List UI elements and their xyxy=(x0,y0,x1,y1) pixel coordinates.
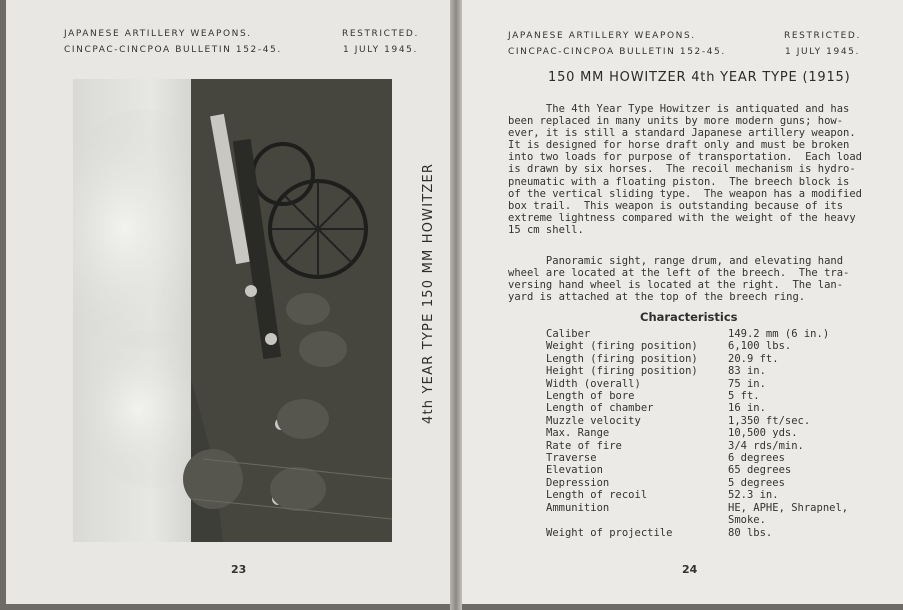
characteristic-label: Elevation xyxy=(546,464,603,477)
characteristic-value: 5 ft. xyxy=(728,390,760,403)
characteristic-label: Rate of fire xyxy=(546,439,622,452)
characteristic-value: 1,350 ft/sec. xyxy=(728,414,811,427)
left-page-number: 23 xyxy=(231,563,247,576)
characteristic-label: Ammunition xyxy=(546,501,610,514)
characteristic-value: 149.2 mm (6 in.) xyxy=(728,328,830,340)
left-header-restricted: RESTRICTED. xyxy=(342,29,419,39)
left-page xyxy=(6,0,450,604)
left-header-line1: JAPANESE ARTILLERY WEAPONS. xyxy=(64,29,252,39)
page-title: 150 MM HOWITZER 4th YEAR TYPE (1915) xyxy=(548,70,851,85)
characteristic-label: Width (overall) xyxy=(546,377,641,390)
table-row xyxy=(546,390,848,402)
characteristic-label: Length of bore xyxy=(546,390,635,403)
left-header-date: 1 JULY 1945. xyxy=(342,45,418,55)
characteristics-heading: Characteristics xyxy=(640,310,738,324)
right-header-date-block xyxy=(784,28,861,60)
characteristic-value: 16 in. xyxy=(728,402,766,415)
characteristic-value: 65 degrees xyxy=(728,464,792,477)
right-header-date: 1 JULY 1945. xyxy=(784,47,860,57)
table-row xyxy=(546,527,848,539)
characteristic-label: Depression xyxy=(546,476,610,489)
table-row xyxy=(546,489,848,501)
book-gutter xyxy=(450,0,462,610)
table-row xyxy=(546,440,848,452)
table-row xyxy=(546,378,848,390)
left-header-classification xyxy=(64,26,282,58)
right-header-line1: JAPANESE ARTILLERY WEAPONS. xyxy=(508,31,696,41)
characteristic-value: 5 degrees xyxy=(728,476,785,489)
table-row xyxy=(546,415,848,427)
left-header-line2: CINCPAC-CINCPOA BULLETIN 152-45. xyxy=(64,45,282,55)
characteristic-value: 6 degrees xyxy=(728,452,785,465)
controls-paragraph: Panoramic sight, range drum, and elevating hand wheel are located at the left of the breech. The tra- versing hand wheel is located at the right. The lan- yard is attached at the top of the breech ring. xyxy=(508,255,850,304)
characteristic-label: Caliber xyxy=(546,328,591,340)
table-row xyxy=(546,353,848,365)
characteristic-label: Weight (firing position) xyxy=(546,340,698,353)
howitzer-photo-illustration xyxy=(73,79,392,542)
photo-caption-vertical: 4th YEAR TYPE 150 MM HOWITZER xyxy=(421,162,436,424)
characteristic-label: Max. Range xyxy=(546,427,610,440)
left-header-date-block xyxy=(342,26,419,58)
characteristic-label: Length of recoil xyxy=(546,489,648,502)
right-header-restricted: RESTRICTED. xyxy=(784,31,861,41)
description-paragraph: The 4th Year Type Howitzer is antiquated and has been replaced in many units by more modern guns; how- ever, it is still a standard Japanese artillery weapon. It is designed for horse draft only and must be broken into two loads for purpose of transportation. Each load is drawn by six horses. The recoil mechanism is hydro- pneumatic with a floating piston. The breech block is of the vertical sliding type. The weapon has a modified box trail. This weapon is outstanding because of its extreme lightness compared with the weight of the heavy 15 cm shell. xyxy=(508,103,863,236)
table-row xyxy=(546,464,848,476)
right-header-line2: CINCPAC-CINCPOA BULLETIN 152-45. xyxy=(508,47,726,57)
table-row xyxy=(546,452,848,464)
characteristic-value: HE, APHE, Shrapnel, Smoke. xyxy=(728,501,849,527)
right-page xyxy=(462,0,903,604)
characteristic-value: 83 in. xyxy=(728,365,766,378)
characteristic-label: Traverse xyxy=(546,452,597,465)
table-row xyxy=(546,502,848,527)
characteristic-value: 3/4 rds/min. xyxy=(728,439,804,452)
characteristic-value: 52.3 in. xyxy=(728,489,779,502)
table-row xyxy=(546,427,848,439)
characteristic-value: 20.9 ft. xyxy=(728,352,779,365)
characteristic-label: Weight of projectile xyxy=(546,526,673,539)
table-row xyxy=(546,340,848,352)
characteristic-label: Muzzle velocity xyxy=(546,414,641,427)
right-header-classification xyxy=(508,28,726,60)
characteristic-value: 6,100 lbs. xyxy=(728,340,792,353)
table-row xyxy=(546,477,848,489)
right-page-number: 24 xyxy=(682,563,698,576)
characteristic-value: 75 in. xyxy=(728,377,766,390)
howitzer-photograph xyxy=(73,79,392,542)
characteristic-value: 10,500 yds. xyxy=(728,427,798,440)
characteristic-label: Height (firing position) xyxy=(546,365,698,378)
table-row xyxy=(546,328,848,340)
characteristic-value: 80 lbs. xyxy=(728,526,773,539)
characteristic-label: Length of chamber xyxy=(546,402,654,415)
characteristic-label: Length (firing position) xyxy=(546,352,698,365)
table-row xyxy=(546,365,848,377)
table-row xyxy=(546,402,848,414)
characteristics-table xyxy=(546,328,848,539)
